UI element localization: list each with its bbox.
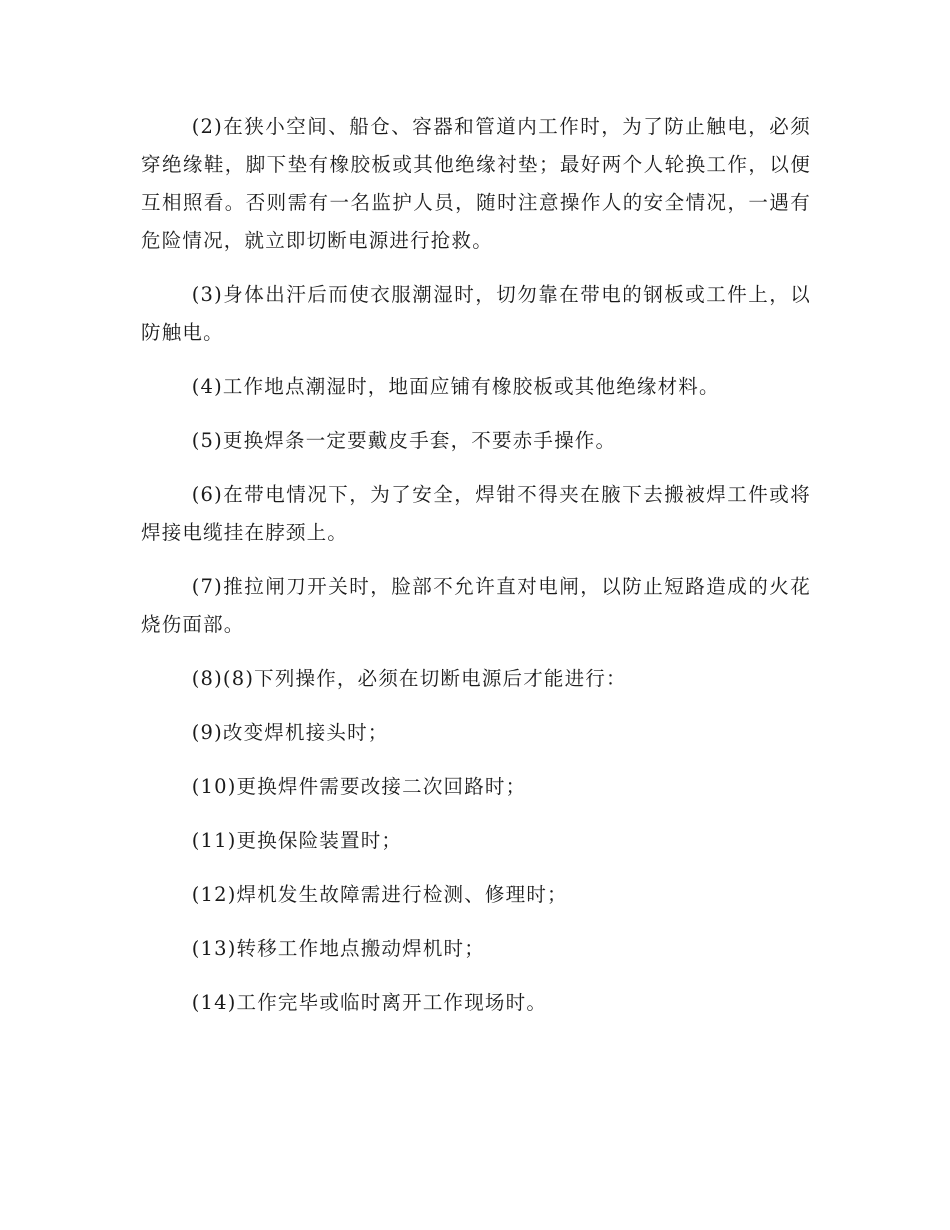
paragraph-14: (14)工作完毕或临时离开工作现场时。 bbox=[191, 991, 548, 1014]
paragraph-10: (10)更换焊件需要改接二次回路时； bbox=[191, 775, 527, 798]
paragraph-3: (3)身体出汗后而使衣服潮湿时，切勿靠在带电的钢板或工件上，以防触电。 bbox=[141, 283, 811, 344]
paragraph-9: (9)改变焊机接头时； bbox=[191, 721, 389, 744]
paragraph-11: (11)更换保险装置时； bbox=[191, 829, 403, 852]
paragraph-2: (2)在狭小空间、船仓、容器和管道内工作时，为了防止触电，必须穿绝缘鞋，脚下垫有橡胶板或其他绝缘衬垫；最好两个人轮换工作，以便互相照看。否则需有一名监护人员，随时注意操作人的安全情况，一遇有危险情况，就立即切断电源进行抢救。 bbox=[141, 115, 811, 252]
paragraph-12: (12)焊机发生故障需进行检测、修理时； bbox=[191, 883, 568, 906]
paragraph-5: (5)更换焊条一定要戴皮手套，不要赤手操作。 bbox=[191, 429, 617, 452]
paragraph-7: (7)推拉闸刀开关时，脸部不允许直对电闸，以防止短路造成的火花烧伤面部。 bbox=[141, 575, 811, 636]
paragraph-8: (8)(8)下列操作，必须在切断电源后才能进行： bbox=[191, 667, 627, 690]
paragraph-13: (13)转移工作地点搬动焊机时； bbox=[191, 937, 485, 960]
document-body bbox=[141, 108, 811, 1038]
paragraph-4: (4)工作地点潮湿时，地面应铺有橡胶板或其他绝缘材料。 bbox=[191, 375, 720, 398]
paragraph-6: (6)在带电情况下，为了安全，焊钳不得夹在腋下去搬被焊工件或将焊接电缆挂在脖颈上。 bbox=[141, 483, 811, 544]
